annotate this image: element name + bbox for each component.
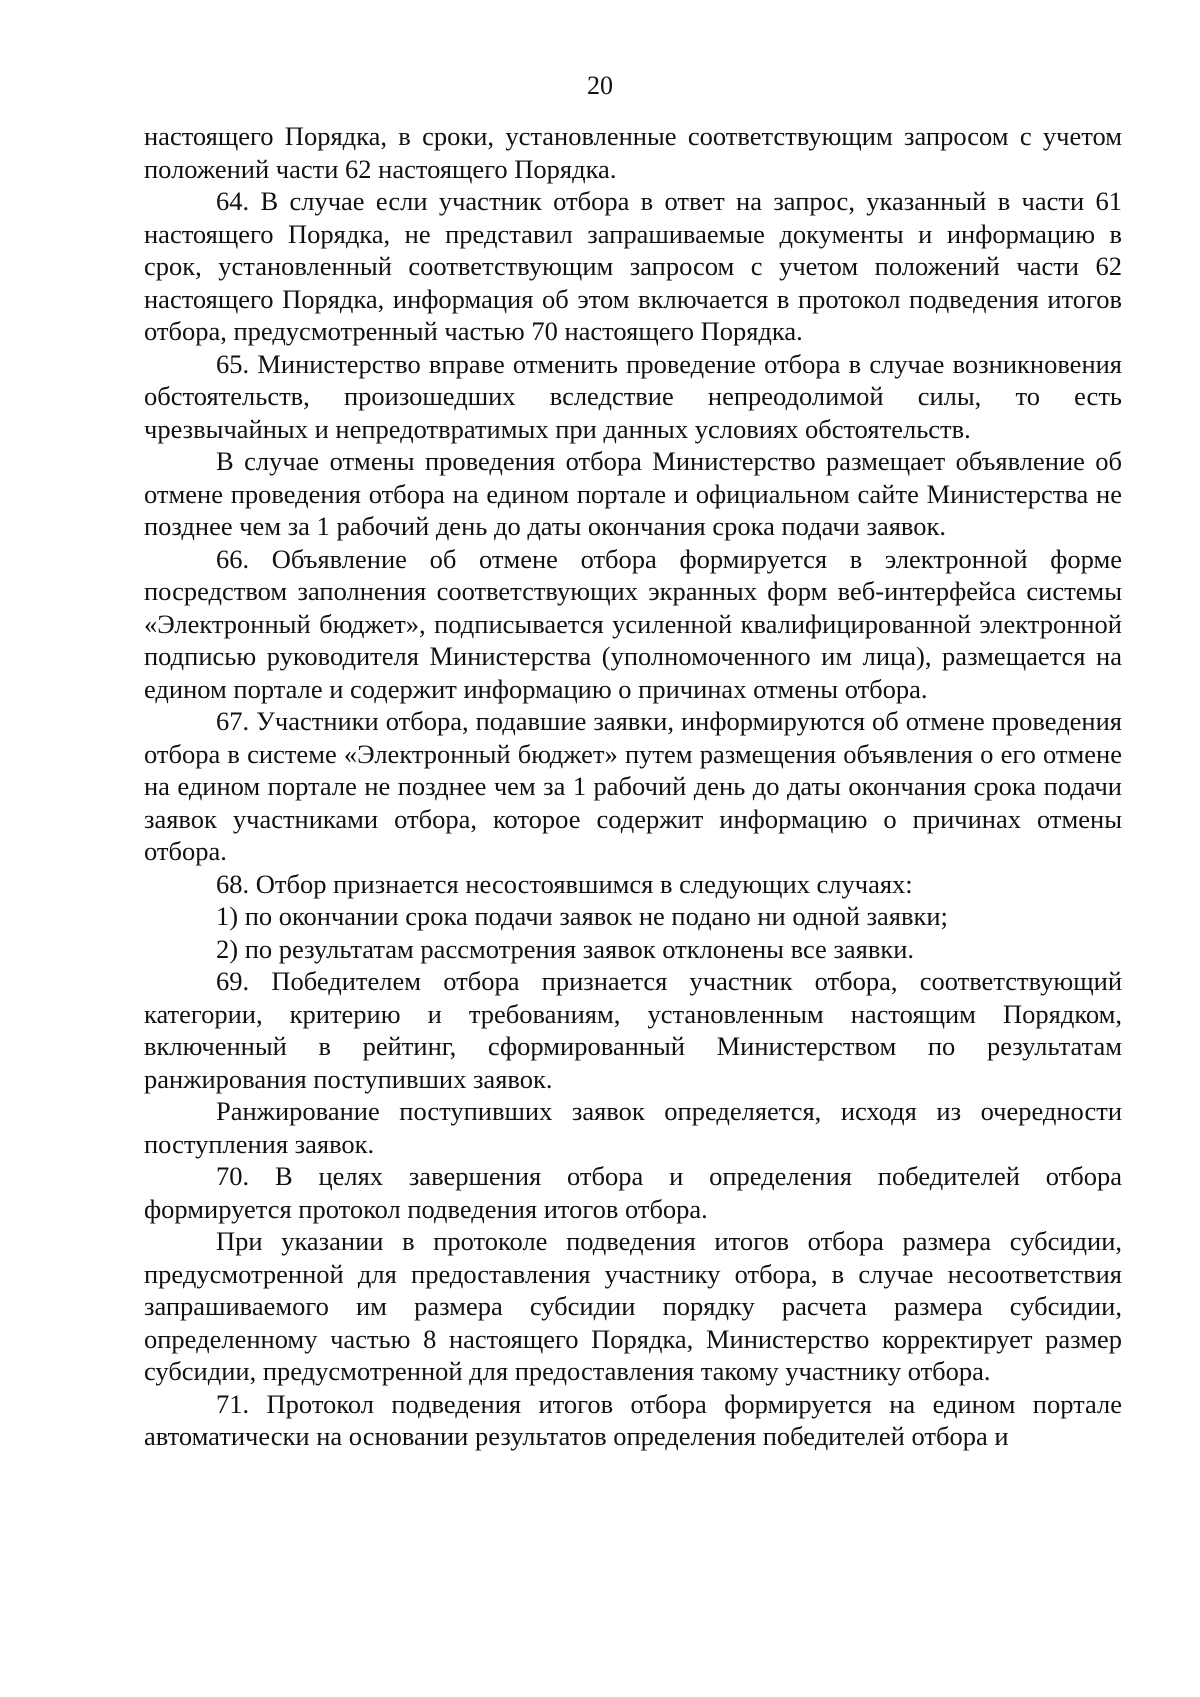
paragraph: 68. Отбор признается несостоявшимся в следующих случаях: [216, 868, 913, 899]
paragraph: 1) по окончании срока подачи заявок не подано ни одной заявки; [216, 901, 948, 931]
paragraph: настоящего Порядка, в сроки, установленные соответствующим запросом с учетом положений части 62 настоящего Порядка. [144, 121, 1122, 184]
paragraph: 67. Участники отбора, подавшие заявки, информируются об отмене проведения отбора в системе «Электронный бюджет» путем размещения объявления о его отмене на едином портале не позднее чем за 1 рабочий день до даты окончания срока подачи заявок участниками отбора, которое содержит информацию о причинах отмены отбора. [144, 706, 1122, 866]
paragraph: 64. В случае если участник отбора в ответ на запрос, указанный в части 61 настоящего Порядка, не представил запрашиваемые документы и информацию в срок, установленный соответствующим запросом с учетом положений части 62 настоящего Порядка, информация об этом включается в протокол подведения итогов отбора, предусмотренный частью 70 настоящего Порядка. [144, 186, 1122, 346]
paragraph: 69. Победителем отбора признается участник отбора, соответствующий категории, критерию и требованиям, установленным настоящим Порядком, включенный в рейтинг, сформированный Министерством по результатам ранжирования поступивших заявок. [144, 966, 1122, 1094]
paragraph: 66. Объявление об отмене отбора формируется в электронной форме посредством заполнения соответствующих экранных форм веб-интерфейса системы «Электронный бюджет», подписывается усиленной квалифицированной электронной подписью руководителя Министерства (уполномоченного им лица), размещается на едином портале и содержит информацию о причинах отмены отбора. [144, 543, 1122, 704]
paragraph: 70. В целях завершения отбора и определения победителей отбора формируется протокол подведения итогов отбора. [144, 1161, 1122, 1224]
paragraph: 71. Протокол подведения итогов отбора формируется на едином портале автоматически на основании результатов определения победителей отбора и [144, 1388, 1122, 1451]
paragraph: 2) по результатам рассмотрения заявок отклонены все заявки. [216, 933, 915, 964]
paragraph: Ранжирование поступивших заявок определяется, исходя из очередности поступления заявок. [144, 1096, 1122, 1159]
paragraph: 65. Министерство вправе отменить проведение отбора в случае возникновения обстоятельств, произошедших вследствие непреодолимой силы, то есть чрезвычайных и непредотвратимых при данных условиях обстоятельств. [144, 348, 1122, 444]
paragraph: В случае отмены проведения отбора Министерство размещает объявление об отмене проведения отбора на едином портале и официальном сайте Министерства не позднее чем за 1 рабочий день до даты окончания срока подачи заявок. [144, 446, 1122, 541]
paragraph: При указании в протоколе подведения итогов отбора размера субсидии, предусмотренной для предоставления участнику отбора, в случае несоответствия запрашиваемого им размера субсидии порядку расчета размера субсидии, определенному частью 8 настоящего Порядка, Министерство корректирует размер субсидии, предусмотренной для предоставления такому участнику отбора. [144, 1226, 1122, 1386]
document-body [144, 120, 1122, 1453]
page-number: 20 [587, 71, 613, 100]
